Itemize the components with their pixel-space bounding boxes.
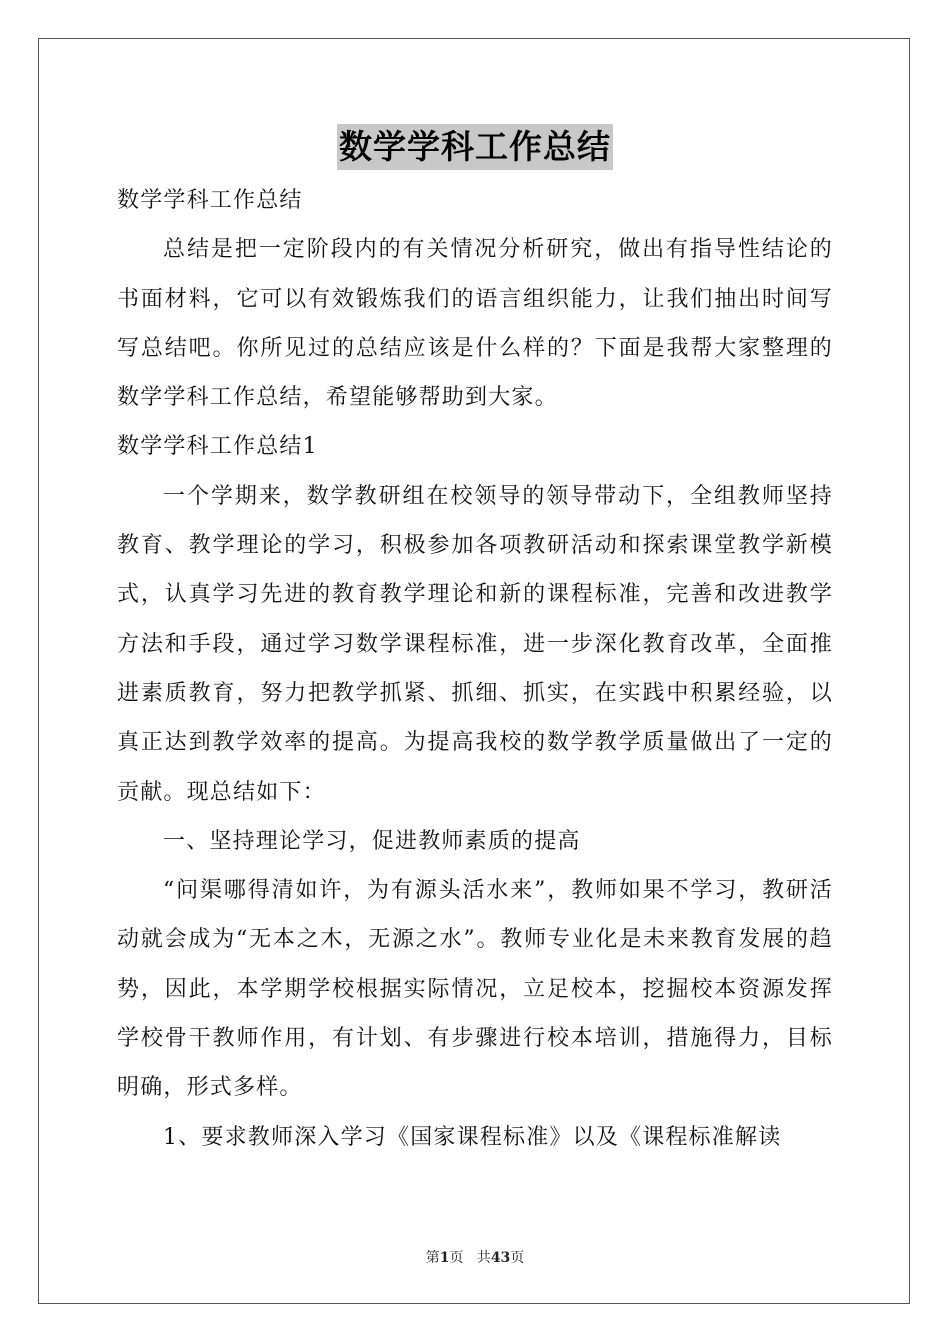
- footer-page-suffix: 页: [449, 1250, 464, 1266]
- document-body: [117, 176, 833, 1162]
- document-title: 数学学科工作总结: [337, 124, 613, 170]
- footer-page-current: 1: [439, 1250, 450, 1266]
- page-footer: [0, 1247, 950, 1267]
- section-heading: 数学学科工作总结1: [117, 434, 318, 460]
- footer-page-total: 43: [490, 1250, 511, 1266]
- document-subtitle: 数学学科工作总结: [117, 188, 303, 213]
- body-paragraph: 1、要求教师深入学习《国家课程标准》以及《课程标准解读: [163, 1124, 782, 1150]
- body-paragraph: “问渠哪得清如许，为有源头活水来”，教师如果不学习，教研活动就会成为“无本之木，无源之水”。教师专业化是未来教育发展的趋势，因此，本学期学校根据实际情况，立足校本，挖掘校本资源发挥学校骨干教师作用，有计划、有步骤进行校本培训，措施得力，目标明确，形式多样。: [117, 878, 833, 1101]
- footer-total-prefix: 共: [476, 1250, 491, 1266]
- subsection-heading: 一、坚持理论学习，促进教师素质的提高: [163, 828, 581, 854]
- footer-page-prefix: 第: [425, 1250, 440, 1266]
- footer-total-suffix: 页: [510, 1250, 525, 1266]
- intro-paragraph: 总结是把一定阶段内的有关情况分析研究，做出有指导性结论的书面材料，它可以有效锻炼我们的语言组织能力，让我们抽出时间写写总结吧。你所见过的总结应该是什么样的？下面是我帮大家整理的数学学科工作总结，希望能够帮助到大家。: [117, 237, 833, 411]
- title-container: [0, 124, 950, 170]
- body-paragraph: 一个学期来，数学教研组在校领导的领导带动下，全组教师坚持教育、教学理论的学习，积极参加各项教研活动和探索课堂教学新模式，认真学习先进的教育教学理论和新的课程标准，完善和改进教学方法和手段，通过学习数学课程标准，进一步深化教育改革，全面推进素质教育，努力把教学抓紧、抓细、抓实，在实践中积累经验，以真正达到教学效率的提高。为提高我校的数学教学质量做出了一定的贡献。现总结如下：: [117, 483, 833, 805]
